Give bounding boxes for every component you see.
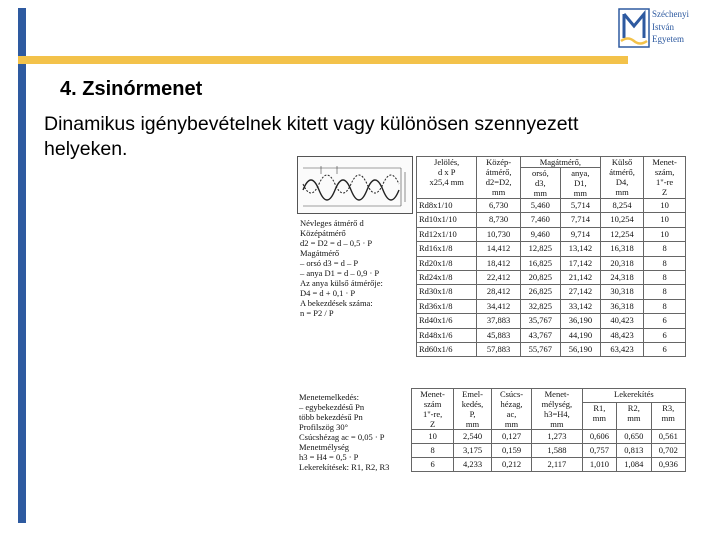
desc-line: D4 = d + 0,1 · P — [300, 288, 356, 298]
table-cell: Rd24x1/8 — [417, 271, 477, 285]
desc-line: Magátmérő — [300, 248, 340, 258]
table-cell: 20,318 — [600, 256, 643, 270]
table-cell: 28,412 — [477, 285, 520, 299]
table-row — [417, 314, 686, 328]
table-cell: 45,883 — [477, 328, 520, 342]
group-header: Magátmérő, — [520, 157, 600, 168]
col-header: Csúcs- hézag, ac, mm — [491, 389, 531, 430]
table-cell: 24,318 — [600, 271, 643, 285]
table-cell: 37,883 — [477, 314, 520, 328]
table-cell: 34,412 — [477, 299, 520, 313]
group-header: Lekerekítés — [582, 389, 685, 403]
table-cell: Rd20x1/8 — [417, 256, 477, 270]
table-cell: 57,883 — [477, 343, 520, 357]
table-cell: 6,730 — [477, 199, 520, 213]
table-cell: Rd40x1/6 — [417, 314, 477, 328]
table-cell: 36,318 — [600, 299, 643, 313]
table-cell: 17,142 — [560, 256, 600, 270]
table-cell: 1,273 — [532, 430, 583, 444]
lower-description — [299, 392, 411, 472]
table-cell: 2,540 — [454, 430, 492, 444]
table-cell: 5,714 — [560, 199, 600, 213]
table-cell: 6 — [644, 314, 686, 328]
lower-dimension-table — [411, 388, 686, 472]
table-cell: 43,767 — [520, 328, 560, 342]
table-cell: Rd12x1/10 — [417, 227, 477, 241]
table-cell: 0,212 — [491, 458, 531, 472]
col-header: Menet- szám, 1"-re Z — [644, 157, 686, 199]
desc-line: Profilszög 30° — [299, 422, 348, 432]
table-cell: 10 — [412, 430, 454, 444]
table-cell: 7,460 — [520, 213, 560, 227]
desc-line: Névleges átmérő d — [300, 218, 364, 228]
table-cell: 8,254 — [600, 199, 643, 213]
logo-text — [652, 8, 689, 46]
table-cell: 10 — [644, 213, 686, 227]
table-row — [412, 444, 686, 458]
table-cell: 0,127 — [491, 430, 531, 444]
desc-line: – orsó d3 = d – P — [300, 258, 359, 268]
logo-mark-icon — [618, 8, 650, 48]
col-header: Menet- szám 1"-re, Z — [412, 389, 454, 430]
table-cell: Rd8x1/10 — [417, 199, 477, 213]
upper-description — [300, 218, 414, 318]
col-header: R1, mm — [582, 403, 616, 430]
table-row — [417, 213, 686, 227]
table-cell: 0,159 — [491, 444, 531, 458]
table-cell: 3,175 — [454, 444, 492, 458]
table-cell: 9,460 — [520, 227, 560, 241]
table-cell: Rd60x1/6 — [417, 343, 477, 357]
table-row — [417, 227, 686, 241]
accent-horizontal-bar — [18, 56, 628, 64]
table-cell: 0,561 — [651, 430, 685, 444]
desc-line: több bekezdésű Pn — [299, 412, 363, 422]
desc-line: – anya D1 = d – 0,9 · P — [300, 268, 380, 278]
table-cell: 44,190 — [560, 328, 600, 342]
table-cell: 8 — [644, 256, 686, 270]
table-cell: 7,714 — [560, 213, 600, 227]
slide-title: 4. Zsinórmenet — [60, 78, 203, 100]
table-cell: 26,825 — [520, 285, 560, 299]
table-cell: 55,767 — [520, 343, 560, 357]
table-row — [417, 299, 686, 313]
table-cell: 13,142 — [560, 242, 600, 256]
table-cell: 1,084 — [617, 458, 651, 472]
thread-profile-diagram — [297, 156, 413, 214]
table-cell: 14,412 — [477, 242, 520, 256]
desc-line: h3 = H4 = 0,5 · P — [299, 452, 359, 462]
upper-dimension-table — [416, 156, 686, 357]
table-row — [417, 271, 686, 285]
table-cell: 56,190 — [560, 343, 600, 357]
table-cell: 12,825 — [520, 242, 560, 256]
logo-line-1: Széchenyi — [652, 9, 689, 19]
table-cell: 63,423 — [600, 343, 643, 357]
table-cell: 10,254 — [600, 213, 643, 227]
desc-line: Középátmérő — [300, 228, 346, 238]
col-header: R3, mm — [651, 403, 685, 430]
table-row — [417, 256, 686, 270]
table-cell: 9,714 — [560, 227, 600, 241]
table-cell: 12,254 — [600, 227, 643, 241]
desc-line: d2 = D2 = d – 0,5 · P — [300, 238, 373, 248]
table-cell: 6 — [644, 328, 686, 342]
table-cell: 0,757 — [582, 444, 616, 458]
table-row — [417, 199, 686, 213]
table-cell: 0,606 — [582, 430, 616, 444]
table-cell: 1,588 — [532, 444, 583, 458]
table-cell: 8 — [644, 271, 686, 285]
table-cell: 10 — [644, 227, 686, 241]
table-cell: 4,233 — [454, 458, 492, 472]
table-cell: 1,010 — [582, 458, 616, 472]
logo-line-3: Egyetem — [652, 34, 684, 44]
col-header: Közép- átmérő, d2=D2, mm — [477, 157, 520, 199]
table-cell: 8 — [644, 285, 686, 299]
table-cell: 30,318 — [600, 285, 643, 299]
table-cell: 0,702 — [651, 444, 685, 458]
desc-line: Az anya külső átmérője: — [300, 278, 383, 288]
table-row — [412, 430, 686, 444]
table-cell: 35,767 — [520, 314, 560, 328]
table-cell: 5,460 — [520, 199, 560, 213]
desc-line: Menetmélység — [299, 442, 350, 452]
table-cell: 16,318 — [600, 242, 643, 256]
table-cell: 10 — [644, 199, 686, 213]
table-cell: 8 — [644, 299, 686, 313]
table-row — [417, 242, 686, 256]
desc-line: Lekerekítések: R1, R2, R3 — [299, 462, 390, 472]
table-cell: 16,825 — [520, 256, 560, 270]
table-cell: Rd10x1/10 — [417, 213, 477, 227]
desc-line: n = P2 / P — [300, 308, 334, 318]
accent-vertical-bar — [18, 8, 26, 523]
table-row — [417, 328, 686, 342]
table-row — [417, 343, 686, 357]
table-cell: 40,423 — [600, 314, 643, 328]
col-header: Menet- mélység, h3=H4, mm — [532, 389, 583, 430]
table-cell: 10,730 — [477, 227, 520, 241]
table-cell: 48,423 — [600, 328, 643, 342]
desc-line: Csúcshézag ac = 0,05 · P — [299, 432, 385, 442]
table-cell: 0,936 — [651, 458, 685, 472]
table-row — [412, 458, 686, 472]
table-cell: 18,412 — [477, 256, 520, 270]
desc-line: – egybekezdésű Pn — [299, 402, 365, 412]
university-logo — [618, 6, 718, 52]
table-cell: 6 — [412, 458, 454, 472]
table-cell: 36,190 — [560, 314, 600, 328]
table-cell: 0,650 — [617, 430, 651, 444]
col-header: Külső átmérő, D4, mm — [600, 157, 643, 199]
table-cell: Rd36x1/8 — [417, 299, 477, 313]
table-cell: 8 — [412, 444, 454, 458]
col-header: R2, mm — [617, 403, 651, 430]
table-cell: 21,142 — [560, 271, 600, 285]
logo-line-2: István — [652, 21, 674, 32]
thread-table-figure — [297, 156, 686, 496]
desc-line: A bekezdések száma: — [300, 298, 373, 308]
table-cell: 20,825 — [520, 271, 560, 285]
table-row — [417, 285, 686, 299]
slide-body-text: Dinamikus igénybevételnek kitett vagy különösen szennyezett helyeken. — [44, 113, 579, 160]
table-cell: 6 — [644, 343, 686, 357]
table-cell: 8,730 — [477, 213, 520, 227]
desc-line: Menetemelkedés: — [299, 392, 359, 402]
table-cell: Rd48x1/6 — [417, 328, 477, 342]
table-cell: 27,142 — [560, 285, 600, 299]
table-cell: 33,142 — [560, 299, 600, 313]
col-header: orsó, d3, mm — [520, 168, 560, 199]
table-cell: 8 — [644, 242, 686, 256]
table-cell: 32,825 — [520, 299, 560, 313]
table-cell: 2,117 — [532, 458, 583, 472]
col-header: Jelölés, d x P x25,4 mm — [417, 157, 477, 199]
table-cell: Rd30x1/8 — [417, 285, 477, 299]
table-cell: Rd16x1/8 — [417, 242, 477, 256]
col-header: Emel- kedés, P, mm — [454, 389, 492, 430]
table-cell: 0,813 — [617, 444, 651, 458]
col-header: anya, D1, mm — [560, 168, 600, 199]
table-cell: 22,412 — [477, 271, 520, 285]
round-thread-profile-icon — [301, 162, 411, 210]
